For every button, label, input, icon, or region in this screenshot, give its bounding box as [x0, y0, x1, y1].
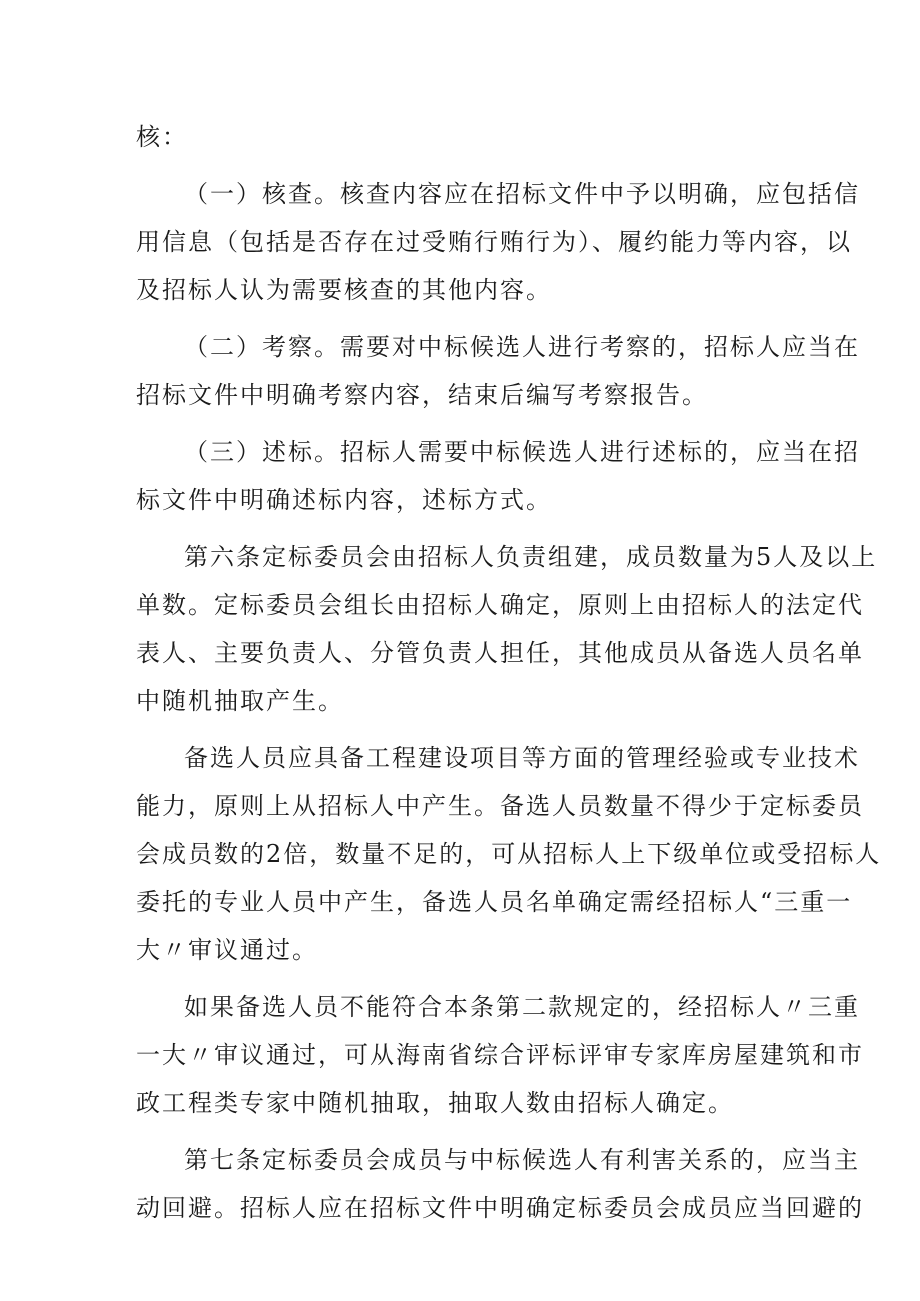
text-line: 核：: [136, 123, 188, 151]
text-line: 委托的专业人员中产生，备选人员名单确定需经招标人“三重一: [136, 888, 853, 916]
text-line: 用信息（包括是否存在过受贿行贿行为）、履约能力等内容，以: [136, 228, 852, 256]
document-body: [136, 113, 882, 1232]
text-line: 备选人员应具备工程建设项目等方面的管理经验或专业技术: [184, 744, 860, 772]
text-line: 及招标人认为需要核查的其他内容。: [136, 276, 552, 304]
text-line: 政工程类专家中随机抽取，抽取人数由招标人确定。: [136, 1089, 734, 1117]
text-line: （三）述标。招标人需要中标候选人进行述标的，应当在招: [184, 438, 860, 466]
text-line: （二）考察。需要对中标候选人进行考察的，招标人应当在: [184, 333, 860, 361]
text-line: 第七条定标委员会成员与中标候选人有利害关系的，应当主: [184, 1146, 860, 1174]
text-line: 单数。定标委员会组长由招标人确定，原则上由招标人的法定代: [136, 591, 864, 619]
text-line: 标文件中明确述标内容，述标方式。: [136, 486, 552, 514]
text-line: 表人、主要负责人、分管负责人担任，其他成员从备选人员名单: [136, 639, 864, 667]
text-line: 一大〃审议通过，可从海南省综合评标评审专家库房屋建筑和市: [136, 1041, 864, 1069]
text-line: 会成员数的2倍，数量不足的，可从招标人上下级单位或受招标人: [136, 840, 882, 868]
text-line: 能力，原则上从招标人中产生。备选人员数量不得少于定标委员: [136, 792, 864, 820]
text-line: 招标文件中明确考察内容，结束后编写考察报告。: [136, 381, 708, 409]
text-line: 中随机抽取产生。: [136, 687, 344, 715]
text-line: 动回避。招标人应在招标文件中明确定标委员会成员应当回避的: [136, 1194, 864, 1222]
text-line: 如果备选人员不能符合本条第二款规定的，经招标人〃三重: [184, 993, 860, 1021]
text-line: 大〃审议通过。: [136, 936, 318, 964]
text-line: 第六条定标委员会由招标人负责组建，成员数量为5人及以上: [184, 543, 878, 571]
text-line: （一）核查。核查内容应在招标文件中予以明确，应包括信: [184, 180, 860, 208]
